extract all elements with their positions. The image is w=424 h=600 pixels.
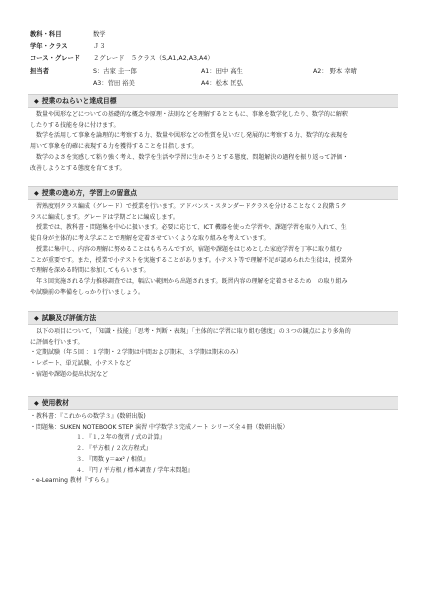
teacher-a1: A1：田中 高生	[201, 67, 243, 75]
paragraph-line: 数学を活用して事象を論理的に考察する力、数量や図形などの性質を見いだし発展的に考察する力、数学的な表現を	[36, 132, 349, 140]
section-heading-goals	[28, 94, 398, 108]
paragraph-line: 数学のよさを実感して粘り強く考え、数学を生活や学習に生かそうとする態度、問題解決の過程を振り返って評価・	[36, 153, 349, 161]
section-body-evaluation	[30, 327, 396, 381]
paragraph-line: ことが重要です。また，授業で小テストを実施することがあります。小テスト等で理解不足が認められた生徒は，授業外	[30, 256, 353, 264]
list-item: ３. 『関数 y＝ax² / 相似』	[76, 455, 149, 463]
section-title: 試験及び評価方法	[41, 314, 97, 322]
paragraph-line: 改善しようとする態度を育てます。	[30, 164, 126, 172]
section-heading-method	[28, 186, 398, 200]
grade-label: 学年・クラス	[30, 43, 68, 51]
paragraph-line: に評価を行います。	[30, 338, 84, 346]
paragraph-line: 以下の項目について，「知識・技能」「思考・判断・表現」「主体的に学習に取り組む態度」の３つの観点により多角的	[36, 328, 351, 335]
teacher-label: 担当者	[30, 67, 49, 75]
list-item: ・レポート、単元試験、小テストなど	[30, 360, 132, 368]
paragraph-line: 授業に集中し、内容の理解に努めることはもちろんですが，宿題や課題をはじめとした家庭学習を丁寧に取り組む	[36, 245, 343, 253]
diamond-bullet-icon: ◆	[34, 400, 39, 407]
section-title: 使用教材	[41, 399, 69, 407]
list-item: ・宿題や課題の提出状況など	[30, 370, 109, 378]
section-body-materials	[30, 412, 396, 487]
teacher-a2: A2： 野本 幸晴	[313, 67, 357, 75]
paragraph-line: ラスに編成します。グレードは学期ごとに編成します。	[30, 213, 179, 221]
subject-value: 数学	[93, 31, 106, 38]
list-item: １. 『１,２年の復習 / 式の計算』	[76, 434, 166, 442]
subject-label: 教科・科目	[30, 31, 62, 38]
paragraph-line: で理解を深める時間に参加してもらいます。	[30, 267, 150, 275]
grade-value: Ｊ３	[93, 43, 106, 51]
paragraph-line: したりする技能を身に付けます。	[30, 121, 120, 129]
section-heading-evaluation	[28, 311, 398, 325]
list-item: ・定期試験（年５回 ：１学期・２学期は中間および期末、３学期は期末のみ）	[30, 349, 242, 357]
section-body-goals	[30, 110, 396, 174]
paragraph-line: 習熟度別クラス編成（グレード）で授業を行います。アドバンス・スタンダードクラスを分けることなく２段階５ク	[36, 203, 347, 210]
list-item: ・e-Learning 教材『すらら』	[30, 477, 112, 485]
teacher-s: S：古家 圭一郎	[93, 67, 137, 75]
diamond-bullet-icon: ◆	[34, 98, 39, 105]
paragraph-line: 徒自身が主体的に考え学ぶことで理解を定着させていくような取り組みを考えています。	[30, 235, 270, 243]
paragraph-line: や試験前の準備をしっかり行いましょう。	[30, 288, 145, 296]
list-item: ２. 『平方根 / ２次方程式』	[76, 445, 152, 453]
paragraph-line: 用いて事象を的確に表現する力を獲得することを目指します。	[30, 143, 198, 151]
list-item: ・問題集：SUKEN NOTEBOOK STEP 演習 中学数学３完成ノート シリーズ全４冊（数研出版）	[30, 423, 289, 431]
course-value: ２グレード ５クラス（S,A1,A2,A3,A4）	[93, 55, 214, 63]
section-title: 授業のねらいと達成目標	[41, 97, 117, 105]
teacher-a3: A3：菅田 裕美	[93, 79, 135, 87]
paragraph-line: 授業では、教科書・問題集を中心に扱います。必要に応じて、ICT 機器を使った学習や、課題学習を取り入れて、生	[36, 224, 347, 232]
section-title: 授業の進め方，学習上の留意点	[41, 189, 137, 197]
teacher-a4: A4：松本 匡弘	[201, 79, 243, 87]
section-body-method	[30, 202, 396, 298]
section-heading-materials	[28, 396, 398, 410]
diamond-bullet-icon: ◆	[34, 190, 39, 197]
paragraph-line: 年３回実施される学力推移調査では，幅広い範囲から出題されます。既習内容の理解を定着させるため の取り組み	[36, 277, 348, 285]
paragraph-line: 数量や図形などについての基礎的な概念や原理・法則などを理解するとともに、事象を数学化したり、数学的に解釈	[36, 111, 348, 118]
course-label: コース・グレード	[30, 55, 81, 63]
diamond-bullet-icon: ◆	[34, 315, 39, 322]
list-item: ・教科書：『これからの数学３』(数研出版)	[30, 413, 146, 420]
list-item: ４. 『円 / 平方根 / 標本調査 / 学年末問題』	[76, 466, 194, 474]
